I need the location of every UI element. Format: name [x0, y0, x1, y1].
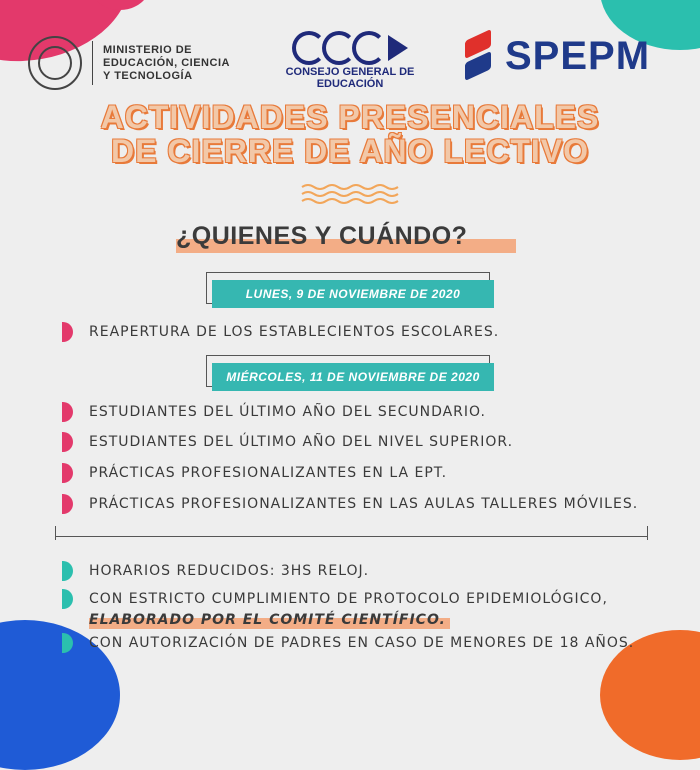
- divider-tick: [55, 526, 56, 540]
- list-item: ESTUDIANTES DEL ÚLTIMO AÑO DEL SECUNDARIO.: [62, 402, 486, 422]
- logo-divider: [92, 41, 93, 85]
- highlighted-phrase: ELABORADO POR EL COMITÉ CIENTÍFICO.: [89, 609, 446, 628]
- condition-item-continuation: [89, 609, 446, 628]
- main-title: [0, 100, 700, 168]
- cge-mark-icon: [255, 32, 445, 64]
- title-line-2: DE CIERRE DE AÑO LECTIVO: [111, 133, 589, 169]
- condition-item: CON ESTRICTO CUMPLIMIENTO DE PROTOCOLO EPIDEMIOLÓGICO,: [62, 589, 608, 609]
- ministry-name: MINISTERIO DE EDUCACIÓN, CIENCIA Y TECNOLOGÍA: [103, 43, 230, 82]
- date-label: LUNES, 9 DE NOVIEMBRE DE 2020: [245, 287, 461, 301]
- date-label: MIÉRCOLES, 11 DE NOVIEMBRE DE 2020: [226, 370, 480, 384]
- divider-tick: [647, 526, 648, 540]
- list-item: REAPERTURA DE LOS ESTABLECIENTOS ESCOLARES.: [62, 322, 499, 342]
- pink-bullet-icon: [62, 322, 73, 342]
- spepm-name: SPEPM: [505, 34, 651, 78]
- title-line-1: ACTIVIDADES PRESENCIALES: [100, 99, 600, 135]
- teal-bullet-icon: [62, 561, 73, 581]
- seal-icon: [28, 36, 82, 90]
- subtitle-text: ¿QUIENES Y CUÁNDO?: [176, 222, 468, 250]
- spepm-icon: [463, 35, 495, 79]
- cge-logo: [255, 32, 445, 90]
- condition-item: HORARIOS REDUCIDOS: 3HS RELOJ.: [62, 561, 369, 581]
- ministry-logo: [28, 36, 230, 90]
- teal-bullet-icon: [62, 633, 73, 653]
- subtitle: [176, 222, 467, 251]
- pink-bullet-icon: [62, 432, 73, 452]
- date-bar: [212, 363, 494, 391]
- date-bar: [212, 280, 494, 308]
- pink-bullet-icon: [62, 463, 73, 483]
- pink-bullet-icon: [62, 494, 73, 514]
- list-item: ESTUDIANTES DEL ÚLTIMO AÑO DEL NIVEL SUPERIOR.: [62, 432, 513, 452]
- wave-ornament-icon: [300, 182, 402, 206]
- pink-bullet-icon: [62, 402, 73, 422]
- cge-name: CONSEJO GENERAL DE EDUCACIÓN: [285, 66, 415, 90]
- list-item: PRÁCTICAS PROFESIONALIZANTES EN LA EPT.: [62, 463, 447, 483]
- condition-item: CON AUTORIZACIÓN DE PADRES EN CASO DE MENORES DE 18 AÑOS.: [62, 633, 634, 653]
- teal-bullet-icon: [62, 589, 73, 609]
- spepm-logo: [463, 34, 650, 79]
- list-item: PRÁCTICAS PROFESIONALIZANTES EN LAS AULAS TALLERES MÓVILES.: [62, 494, 638, 514]
- header: [0, 28, 700, 98]
- section-divider: [55, 536, 648, 537]
